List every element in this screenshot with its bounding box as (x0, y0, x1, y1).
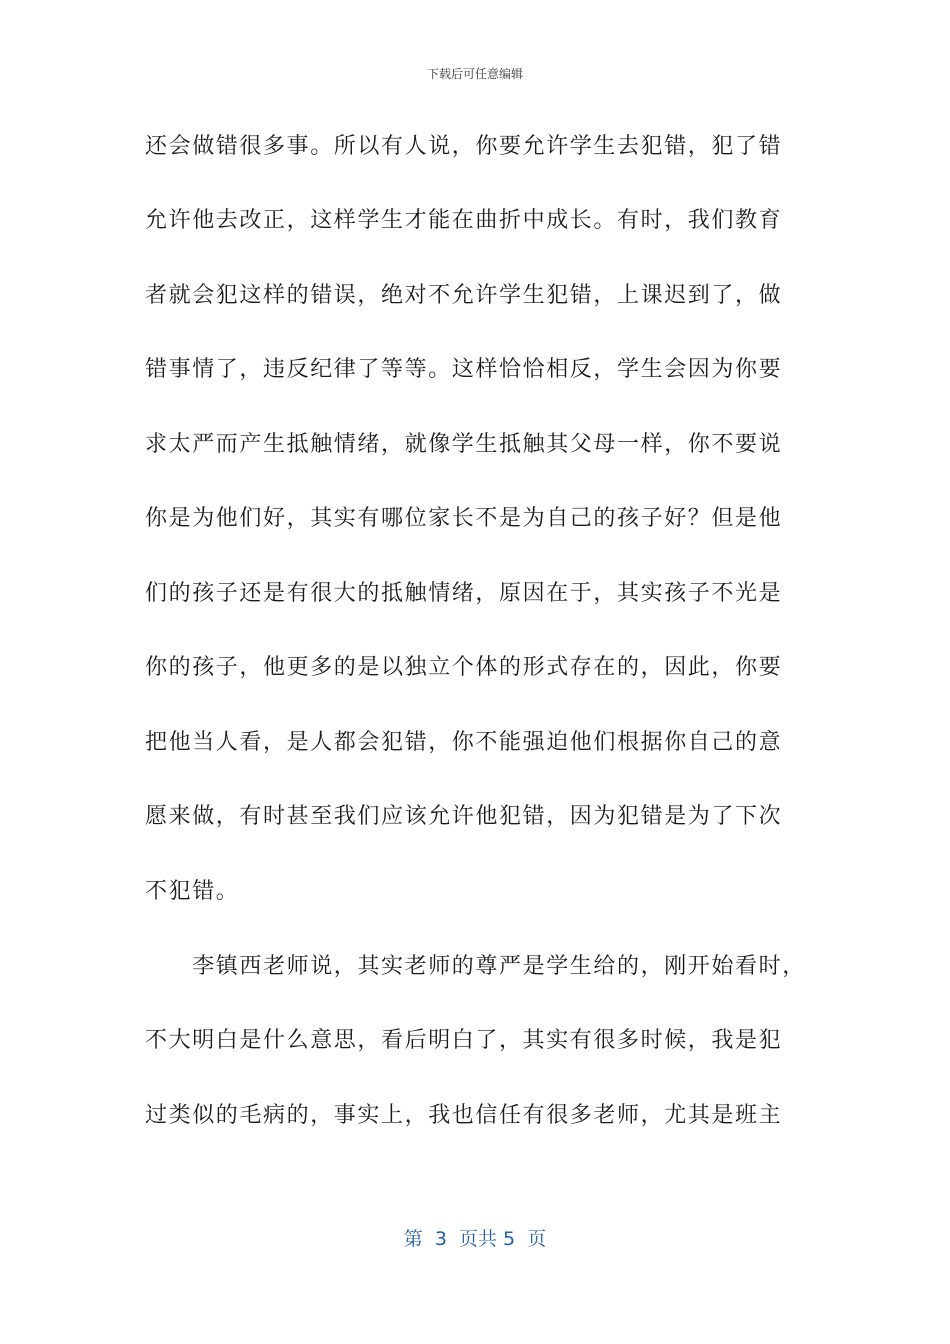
text-line: 允许他去改正，这样学生才能在曲折中成长。有时，我们教育 (145, 208, 783, 233)
text-line: 愿来做，有时甚至我们应该允许他犯错，因为犯错是为了下次 (145, 804, 783, 829)
text-line: 过类似的毛病的，事实上，我也信任有很多老师，尤其是班主 (145, 1103, 783, 1128)
text-line: 不犯错。 (145, 879, 240, 904)
page-header: 下载后可任意编辑 (426, 67, 523, 81)
text-line: 求太严而产生抵触情绪，就像学生抵触其父母一样，你不要说 (145, 432, 783, 457)
text-line: 不大明白是什么意思，看后明白了，其实有很多时候，我是犯 (145, 1028, 783, 1053)
text-line: 李镇西老师说，其实老师的尊严是学生给的，刚开始看时， (145, 954, 806, 979)
page-number-footer: 第 3 页共 5 页 (403, 1228, 547, 1250)
text-line: 们的孩子还是有很大的抵触情绪，原因在于，其实孩子不光是 (145, 581, 783, 606)
text-line: 者就会犯这样的错误，绝对不允许学生犯错，上课迟到了，做 (145, 283, 783, 308)
text-line: 还会做错很多事。所以有人说，你要允许学生去犯错，犯了错 (145, 134, 783, 159)
text-line: 错事情了，违反纪律了等等。这样恰恰相反，学生会因为你要 (145, 357, 783, 382)
text-line: 你的孩子，他更多的是以独立个体的形式存在的，因此，你要 (145, 655, 783, 680)
text-line: 你是为他们好，其实有哪位家长不是为自己的孩子好？但是他 (145, 506, 783, 531)
text-line: 把他当人看，是人都会犯错，你不能强迫他们根据你自己的意 (145, 730, 783, 755)
